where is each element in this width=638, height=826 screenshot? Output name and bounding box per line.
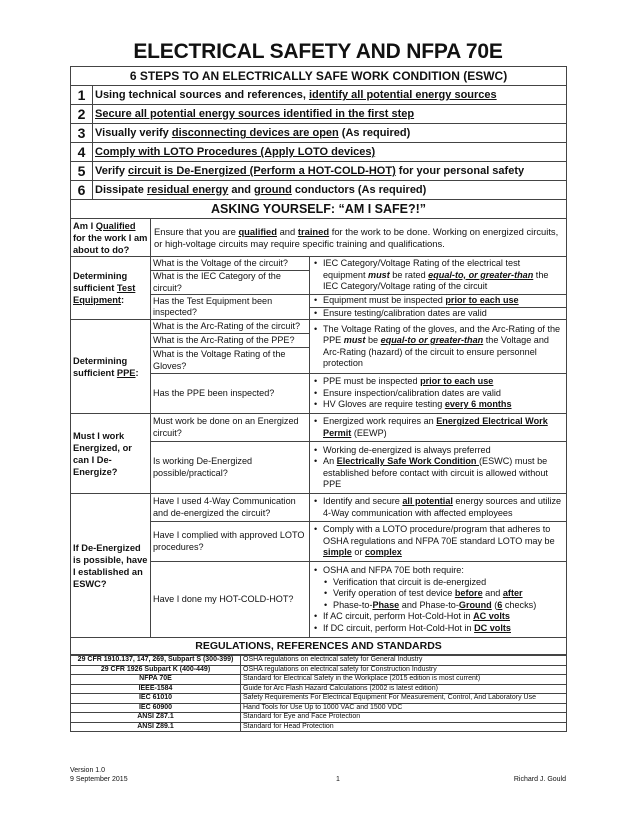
step-number: 2 — [71, 105, 93, 124]
regulation-reference: 29 CFR 1910.137, 147, 269, Subpart S (300-399) — [71, 656, 241, 666]
regulation-row — [71, 684, 567, 694]
step-text: Verify circuit is De-Energized (Perform a HOT-COLD-HOT) for your personal safety — [93, 162, 567, 181]
regulation-reference: IEC 60900 — [71, 703, 241, 713]
footer-page-number: 1 — [336, 776, 340, 783]
step-row — [71, 162, 567, 181]
qualified-label: Am I Qualified for the work I am about to do? — [71, 219, 151, 257]
regulation-description: Standard for Head Protection — [241, 722, 567, 732]
regulation-reference: NFPA 70E — [71, 675, 241, 685]
step-row — [71, 105, 567, 124]
ppe-inspected-question: Has the PPE been inspected? — [151, 374, 310, 414]
regulation-description: OSHA regulations on electrical safety for Construction Industry — [241, 665, 567, 675]
regulation-description: Guide for Arc Flash Hazard Calculations (2002 is latest edition) — [241, 684, 567, 694]
test-voltage-question: What is the Voltage of the circuit? — [151, 257, 310, 271]
document-page — [70, 38, 566, 732]
document-title: ELECTRICAL SAFETY AND NFPA 70E — [133, 40, 503, 63]
test-inspected-question: Has the Test Equipment been inspected? — [151, 295, 310, 320]
step-number: 6 — [71, 181, 93, 200]
footer-author: Richard J. Gould — [513, 776, 566, 783]
eswc-communication-answer: • Identify and secure all potential energy sources and utilize 4-Way communication with affected employees — [310, 494, 567, 522]
regulation-reference: ANSI Z89.1 — [71, 722, 241, 732]
ppe-arc-circuit-question: What is the Arc-Rating of the circuit? — [151, 320, 310, 334]
step-text: Comply with LOTO Procedures (Apply LOTO devices) — [93, 143, 567, 162]
regs-header: REGULATIONS, REFERENCES AND STANDARDS — [71, 638, 567, 655]
steps-header: 6 STEPS TO AN ELECTRICALLY SAFE WORK CONDITION (ESWC) — [71, 67, 567, 86]
eswc-communication-question: Have I used 4-Way Communication and de-energized the circuit? — [151, 494, 310, 522]
ppe-rating-answer: • The Voltage Rating of the gloves, and the Arc-Rating of the PPE must be equal-to or greater-than the Voltage and Arc-Rating (hazard) of the circuit to ensure personnel protection — [310, 320, 567, 374]
regulation-reference: ANSI Z87.1 — [71, 713, 241, 723]
eswc-loto-question: Have I complied with approved LOTO procedures? — [151, 522, 310, 562]
step-row — [71, 143, 567, 162]
step-number: 3 — [71, 124, 93, 143]
energized-must-question: Must work be done on an Energized circuit? — [151, 414, 310, 442]
regulation-description: OSHA regulations on electrical safety for General Industry — [241, 656, 567, 666]
energized-label: Must I work Energized, or can I De-Energize? — [71, 414, 151, 494]
step-number: 5 — [71, 162, 93, 181]
regulation-row — [71, 665, 567, 675]
energized-permit-answer: • Energized work requires an Energized Electrical Work Permit (EEWP) — [310, 414, 567, 442]
regulation-row — [71, 703, 567, 713]
eswc-label: If De-Energized is possible, have I established an ESWC? — [71, 494, 151, 638]
regulation-row — [71, 694, 567, 704]
step-row — [71, 86, 567, 105]
ppe-gloves-question: What is the Voltage Rating of the Gloves? — [151, 348, 310, 374]
ppe-inspect-answer: • PPE must be inspected prior to each use • Ensure inspection/calibration dates are valid • HV Gloves are require testing every 6 months — [310, 374, 567, 414]
regulation-row — [71, 713, 567, 723]
regulation-description: Standard for Electrical Safety in the Workplace (2015 edition is most current) — [241, 675, 567, 685]
step-row — [71, 124, 567, 143]
test-equipment-label: Determining sufficient Test Equipment: — [71, 257, 151, 320]
test-inspect-answer: • Equipment must be inspected prior to each use — [310, 295, 567, 308]
eswc-loto-answer: • Comply with a LOTO procedure/program that adheres to OSHA regulations and NFPA 70E standard LOTO may be simple or complex — [310, 522, 567, 562]
deenergized-answer: • Working de-energized is always preferred • An Electrically Safe Work Condition (ESWC) must be established before contact with circuit is allowed without PPE — [310, 442, 567, 494]
step-number: 1 — [71, 86, 93, 105]
regulation-description: Standard for Eye and Face Protection — [241, 713, 567, 723]
qualified-text: Ensure that you are qualified and trained for the work to be done. Working on energized circuits, or high-voltage circuits may require specific training and qualifications. — [151, 219, 567, 257]
footer-date: 9 September 2015 — [70, 776, 128, 783]
regulation-row — [71, 675, 567, 685]
regulation-row — [71, 722, 567, 732]
asking-header: ASKING YOURSELF: “AM I SAFE?!” — [71, 200, 567, 219]
step-text: Using technical sources and references, identify all potential energy sources — [93, 86, 567, 105]
regulation-reference: IEEE-1584 — [71, 684, 241, 694]
regulation-reference: 29 CFR 1926 Subpart K (400-449) — [71, 665, 241, 675]
deenergized-possible-question: Is working De-Energized possible/practical? — [151, 442, 310, 494]
step-text: Dissipate residual energy and ground conductors (As required) — [93, 181, 567, 200]
eswc-hch-question: Have I done my HOT-COLD-HOT? — [151, 562, 310, 638]
step-text: Secure all potential energy sources identified in the first step — [93, 105, 567, 124]
test-iec-question: What is the IEC Category of the circuit? — [151, 271, 310, 295]
step-number: 4 — [71, 143, 93, 162]
step-row — [71, 181, 567, 200]
ppe-arc-ppe-question: What is the Arc-Rating of the PPE? — [151, 334, 310, 348]
ppe-label: Determining sufficient PPE: — [71, 320, 151, 414]
regulation-description: Hand Tools for Use Up to 1000 VAC and 1500 VDC — [241, 703, 567, 713]
regulation-row — [71, 656, 567, 666]
test-calibration-answer: • Ensure testing/calibration dates are valid — [310, 307, 567, 320]
regulation-description: Safety Requirements For Electrical Equipment For Measurement, Control, And Laboratory Use — [241, 694, 567, 704]
eswc-hch-answer: • OSHA and NFPA 70E both require: • Verification that circuit is de-energized • Verify operation of test device before and after • Phase-to-Phase and Phase-to-Ground (6 checks) • If AC circuit, perform Hot-Cold-Hot in AC volts • If DC circuit, perform Hot-Cold-Hot in DC volts — [310, 562, 567, 638]
steps-list — [71, 86, 567, 200]
test-equipment-rating-answer: • IEC Category/Voltage Rating of the electrical test equipment must be rated equal-to, or greater-than the IEC Category/Voltage rating of the circuit — [310, 257, 567, 295]
step-text: Visually verify disconnecting devices are open (As required) — [93, 124, 567, 143]
regulation-reference: IEC 61010 — [71, 694, 241, 704]
safety-table — [70, 66, 567, 655]
footer — [70, 766, 566, 784]
footer-version: Version 1.0 — [70, 767, 106, 774]
regs-table — [70, 655, 567, 732]
